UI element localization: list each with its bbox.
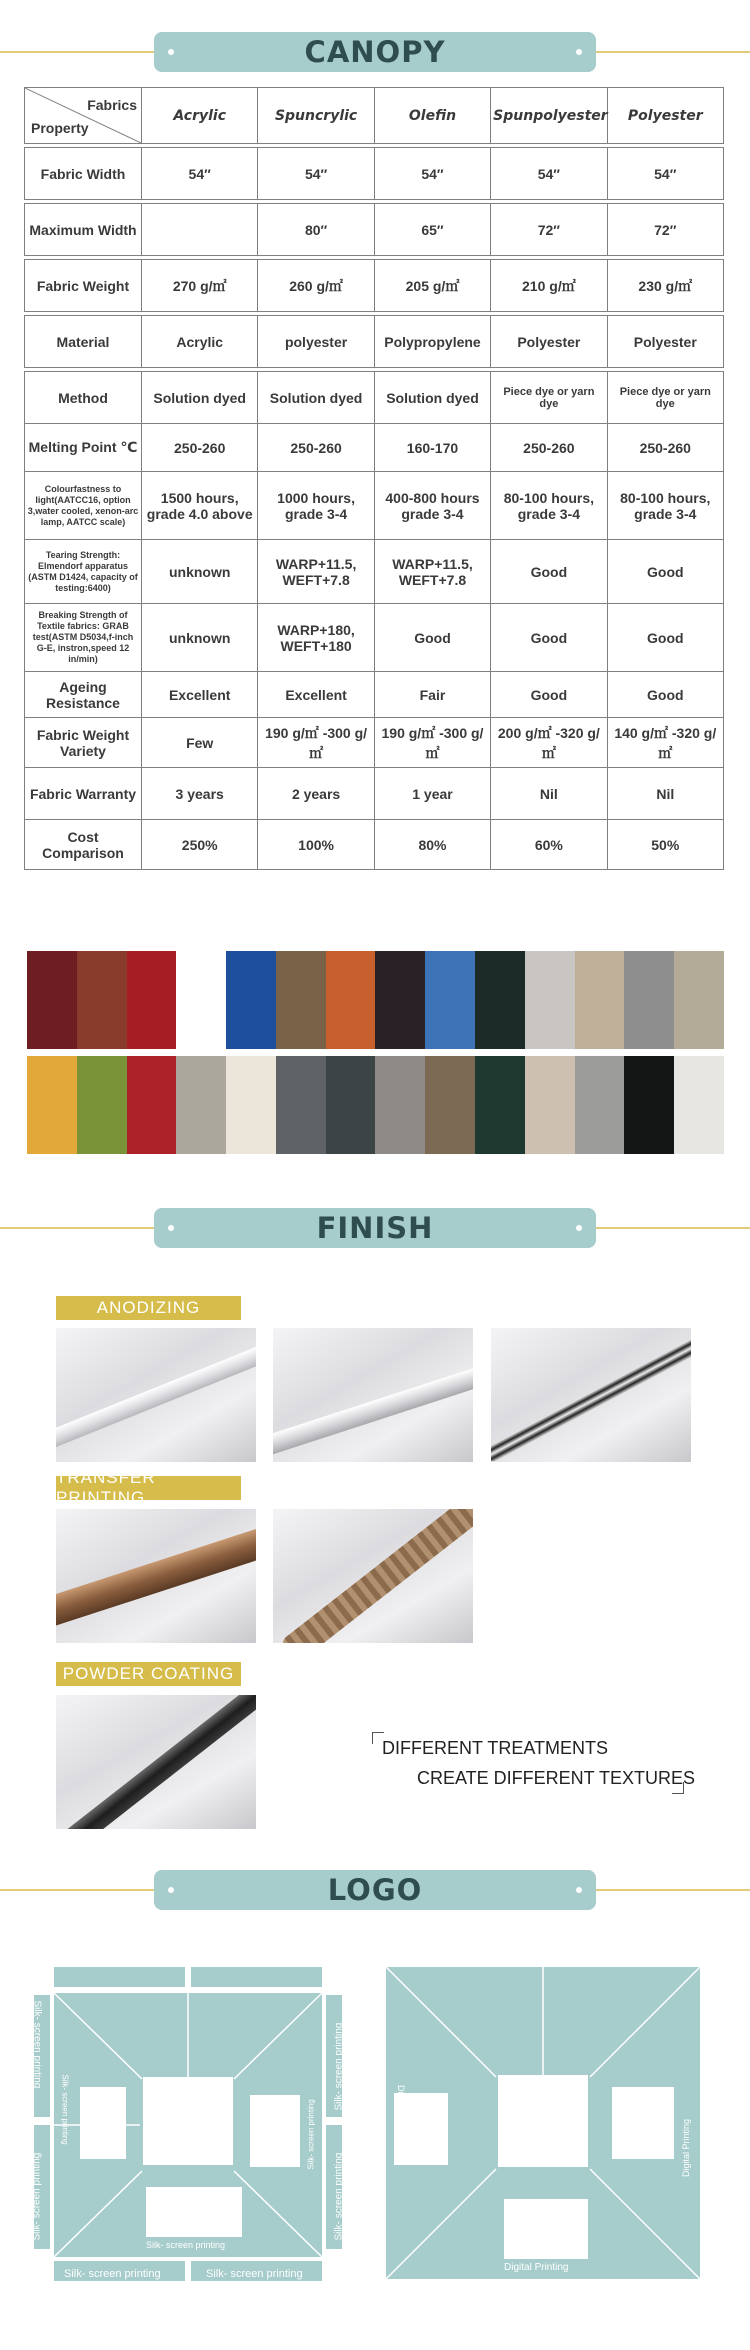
value-cell: 270 g/㎡	[142, 260, 258, 312]
table-row	[25, 672, 724, 718]
fabric-swatch	[624, 951, 674, 1049]
value-cell: unknown	[142, 604, 258, 672]
property-cell: Ageing Resistance	[25, 672, 142, 718]
fabric-swatch	[425, 1056, 475, 1154]
value-cell: 250-260	[142, 424, 258, 472]
value-cell: 160-170	[374, 424, 490, 472]
property-cell: Material	[25, 316, 142, 368]
digital-label-right: Digital Printing	[681, 2118, 691, 2177]
canopy-title: CANOPY	[304, 35, 446, 69]
fabric-swatch	[674, 951, 724, 1049]
silk-screen-printing-diagram	[32, 1965, 348, 2285]
corner-property-label: Property	[31, 120, 89, 136]
value-cell: Fair	[374, 672, 490, 718]
fabric-swatch	[27, 951, 77, 1049]
value-cell: 260 g/㎡	[258, 260, 374, 312]
value-cell: Good	[491, 540, 607, 604]
value-cell: Excellent	[142, 672, 258, 718]
value-cell: Good	[374, 604, 490, 672]
value-cell: 250-260	[258, 424, 374, 472]
fabric-swatch	[475, 1056, 525, 1154]
table-row	[25, 260, 724, 312]
silk-label-bottom-left: Silk- screen printing	[64, 2268, 161, 2280]
value-cell: WARP+180, WEFT+180	[258, 604, 374, 672]
finish-title: FINISH	[316, 1211, 434, 1245]
value-cell: 54″	[258, 148, 374, 200]
table-row	[25, 204, 724, 256]
fabric-swatch	[375, 951, 425, 1049]
value-cell: 140 g/㎡ -320 g/㎡	[607, 718, 723, 768]
silk-label-right-top: Silk- screen printing	[333, 2022, 345, 2111]
value-cell: 54″	[142, 148, 258, 200]
fabric-swatch	[127, 951, 177, 1049]
silk-label-inner-right: Silk- screen printing	[306, 2099, 316, 2170]
property-cell: Colourfastness to light(AATCC16, option 3,water cooled, xenon-arc lamp, AATCC scale)	[25, 472, 142, 540]
property-cell: Method	[25, 372, 142, 424]
digital-label-bottom: Digital Printing	[504, 2262, 569, 2273]
value-cell: 205 g/㎡	[374, 260, 490, 312]
property-cell: Melting Point ℃	[25, 424, 142, 472]
property-cell: Fabric Weight	[25, 260, 142, 312]
table-row	[25, 820, 724, 870]
table-row	[25, 604, 724, 672]
value-cell: 3 years	[142, 768, 258, 820]
value-cell: 400-800 hours grade 3-4	[374, 472, 490, 540]
bracket-bottom-right	[672, 1782, 684, 1794]
silk-label-left-bottom: Silk- screen printing	[31, 2152, 43, 2241]
table-row	[25, 472, 724, 540]
anodizing-photo-1	[56, 1328, 256, 1462]
fabric-swatch	[575, 1056, 625, 1154]
value-cell: 1500 hours, grade 4.0 above	[142, 472, 258, 540]
column-header: Acrylic	[142, 88, 258, 144]
value-cell: Solution dyed	[374, 372, 490, 424]
value-cell: 250%	[142, 820, 258, 870]
table-row	[25, 540, 724, 604]
property-cell: Breaking Strength of Textile fabrics: GRAB test(ASTM D5034,f-inch G-E, instron,speed 12 in/min)	[25, 604, 142, 672]
powder-coating-photo	[56, 1695, 256, 1829]
property-cell: Tearing Strength: Elmendorf apparatus (ASTM D1424, capacity of testing:6400)	[25, 540, 142, 604]
value-cell: 80-100 hours, grade 3-4	[491, 472, 607, 540]
value-cell: Good	[607, 540, 723, 604]
canopy-banner	[0, 32, 750, 72]
value-cell: Piece dye or yarn dye	[491, 372, 607, 424]
value-cell: 190 g/㎡ -300 g/㎡	[374, 718, 490, 768]
value-cell: 190 g/㎡ -300 g/㎡	[258, 718, 374, 768]
table-row	[25, 372, 724, 424]
anodizing-photo-2	[273, 1328, 473, 1462]
fabric-swatch	[176, 951, 226, 1049]
finish-banner	[0, 1208, 750, 1248]
transfer-printing-photo-2	[273, 1509, 473, 1643]
value-cell: WARP+11.5, WEFT+7.8	[258, 540, 374, 604]
fabric-swatch	[176, 1056, 226, 1154]
value-cell: 72″	[491, 204, 607, 256]
table-row	[25, 316, 724, 368]
value-cell: 54″	[374, 148, 490, 200]
property-cell: Maximum Width	[25, 204, 142, 256]
value-cell: Polyester	[607, 316, 723, 368]
value-cell: 72″	[607, 204, 723, 256]
value-cell: Nil	[607, 768, 723, 820]
value-cell: 230 g/㎡	[607, 260, 723, 312]
fabric-swatch	[375, 1056, 425, 1154]
digital-printing-diagram	[386, 1967, 700, 2279]
value-cell: 100%	[258, 820, 374, 870]
value-cell: 250-260	[607, 424, 723, 472]
value-cell: Good	[607, 672, 723, 718]
corner-fabrics-label: Fabrics	[87, 97, 137, 113]
powder-coating-label: POWDER COATING	[56, 1662, 241, 1686]
fabric-swatch	[425, 951, 475, 1049]
value-cell: 60%	[491, 820, 607, 870]
value-cell: 1 year	[374, 768, 490, 820]
fabric-swatch	[624, 1056, 674, 1154]
fabric-swatch	[276, 1056, 326, 1154]
transfer-printing-photo-1	[56, 1509, 256, 1643]
fabric-swatch	[276, 951, 326, 1049]
swatch-row-1	[27, 951, 724, 1049]
value-cell: Excellent	[258, 672, 374, 718]
value-cell: Acrylic	[142, 316, 258, 368]
fabric-swatch	[27, 1056, 77, 1154]
swatch-row-2	[27, 1056, 724, 1154]
column-header: Spunpolyester	[491, 88, 607, 144]
value-cell: Polyester	[491, 316, 607, 368]
column-header: Olefin	[374, 88, 490, 144]
fabric-swatch	[525, 951, 575, 1049]
column-header: Polyester	[607, 88, 723, 144]
value-cell: 1000 hours, grade 3-4	[258, 472, 374, 540]
anodizing-label: ANODIZING	[56, 1296, 241, 1320]
fabric-swatch	[674, 1056, 724, 1154]
digital-label-left: Digital Printing	[396, 2085, 406, 2144]
table-row	[25, 718, 724, 768]
value-cell: Piece dye or yarn dye	[607, 372, 723, 424]
value-cell: 210 g/㎡	[491, 260, 607, 312]
value-cell: Solution dyed	[258, 372, 374, 424]
tagline-line-2: CREATE DIFFERENT TEXTURES	[417, 1768, 696, 1788]
value-cell	[142, 204, 258, 256]
value-cell: 80″	[258, 204, 374, 256]
fabric-swatch	[525, 1056, 575, 1154]
column-header: Spuncrylic	[258, 88, 374, 144]
table-row	[25, 768, 724, 820]
fabric-swatch	[226, 1056, 276, 1154]
value-cell: Polypropylene	[374, 316, 490, 368]
table-row	[25, 424, 724, 472]
fabric-swatch	[575, 951, 625, 1049]
value-cell: 200 g/㎡ -320 g/㎡	[491, 718, 607, 768]
silk-label-left-top: Silk- screen printing	[31, 2000, 43, 2089]
fabric-swatch	[77, 1056, 127, 1154]
silk-label-center: Silk- screen printing	[146, 2240, 226, 2250]
value-cell: unknown	[142, 540, 258, 604]
fabric-swatch	[326, 1056, 376, 1154]
value-cell: 50%	[607, 820, 723, 870]
value-cell: Good	[491, 672, 607, 718]
table-row	[25, 148, 724, 200]
silk-label-bottom-right: Silk- screen printing	[206, 2268, 303, 2280]
value-cell: 250-260	[491, 424, 607, 472]
logo-title: LOGO	[327, 1873, 423, 1907]
transfer-printing-label: TRANSFER PRINTING	[56, 1476, 241, 1500]
value-cell: Solution dyed	[142, 372, 258, 424]
value-cell: 80-100 hours, grade 3-4	[607, 472, 723, 540]
fabric-swatch	[226, 951, 276, 1049]
fabric-swatch	[77, 951, 127, 1049]
tagline-line-1: DIFFERENT TREATMENTS	[382, 1738, 609, 1758]
silk-label-right-bottom: Silk- screen printing	[333, 2152, 345, 2241]
silk-label-inner-left: Silk- screen printing	[60, 2074, 70, 2145]
value-cell: Good	[607, 604, 723, 672]
fabric-swatch	[475, 951, 525, 1049]
logo-banner	[0, 1870, 750, 1910]
value-cell: polyester	[258, 316, 374, 368]
fabric-swatch	[326, 951, 376, 1049]
fabric-spec-table	[24, 87, 724, 870]
value-cell: Good	[491, 604, 607, 672]
value-cell: Nil	[491, 768, 607, 820]
property-cell: Cost Comparison	[25, 820, 142, 870]
table-corner-cell	[25, 88, 142, 144]
fabric-swatch	[127, 1056, 177, 1154]
value-cell: 2 years	[258, 768, 374, 820]
property-cell: Fabric Warranty	[25, 768, 142, 820]
anodizing-photo-3	[491, 1328, 691, 1462]
value-cell: Few	[142, 718, 258, 768]
property-cell: Fabric Width	[25, 148, 142, 200]
property-cell: Fabric Weight Variety	[25, 718, 142, 768]
value-cell: 65″	[374, 204, 490, 256]
value-cell: 80%	[374, 820, 490, 870]
value-cell: 54″	[491, 148, 607, 200]
value-cell: 54″	[607, 148, 723, 200]
value-cell: WARP+11.5, WEFT+7.8	[374, 540, 490, 604]
